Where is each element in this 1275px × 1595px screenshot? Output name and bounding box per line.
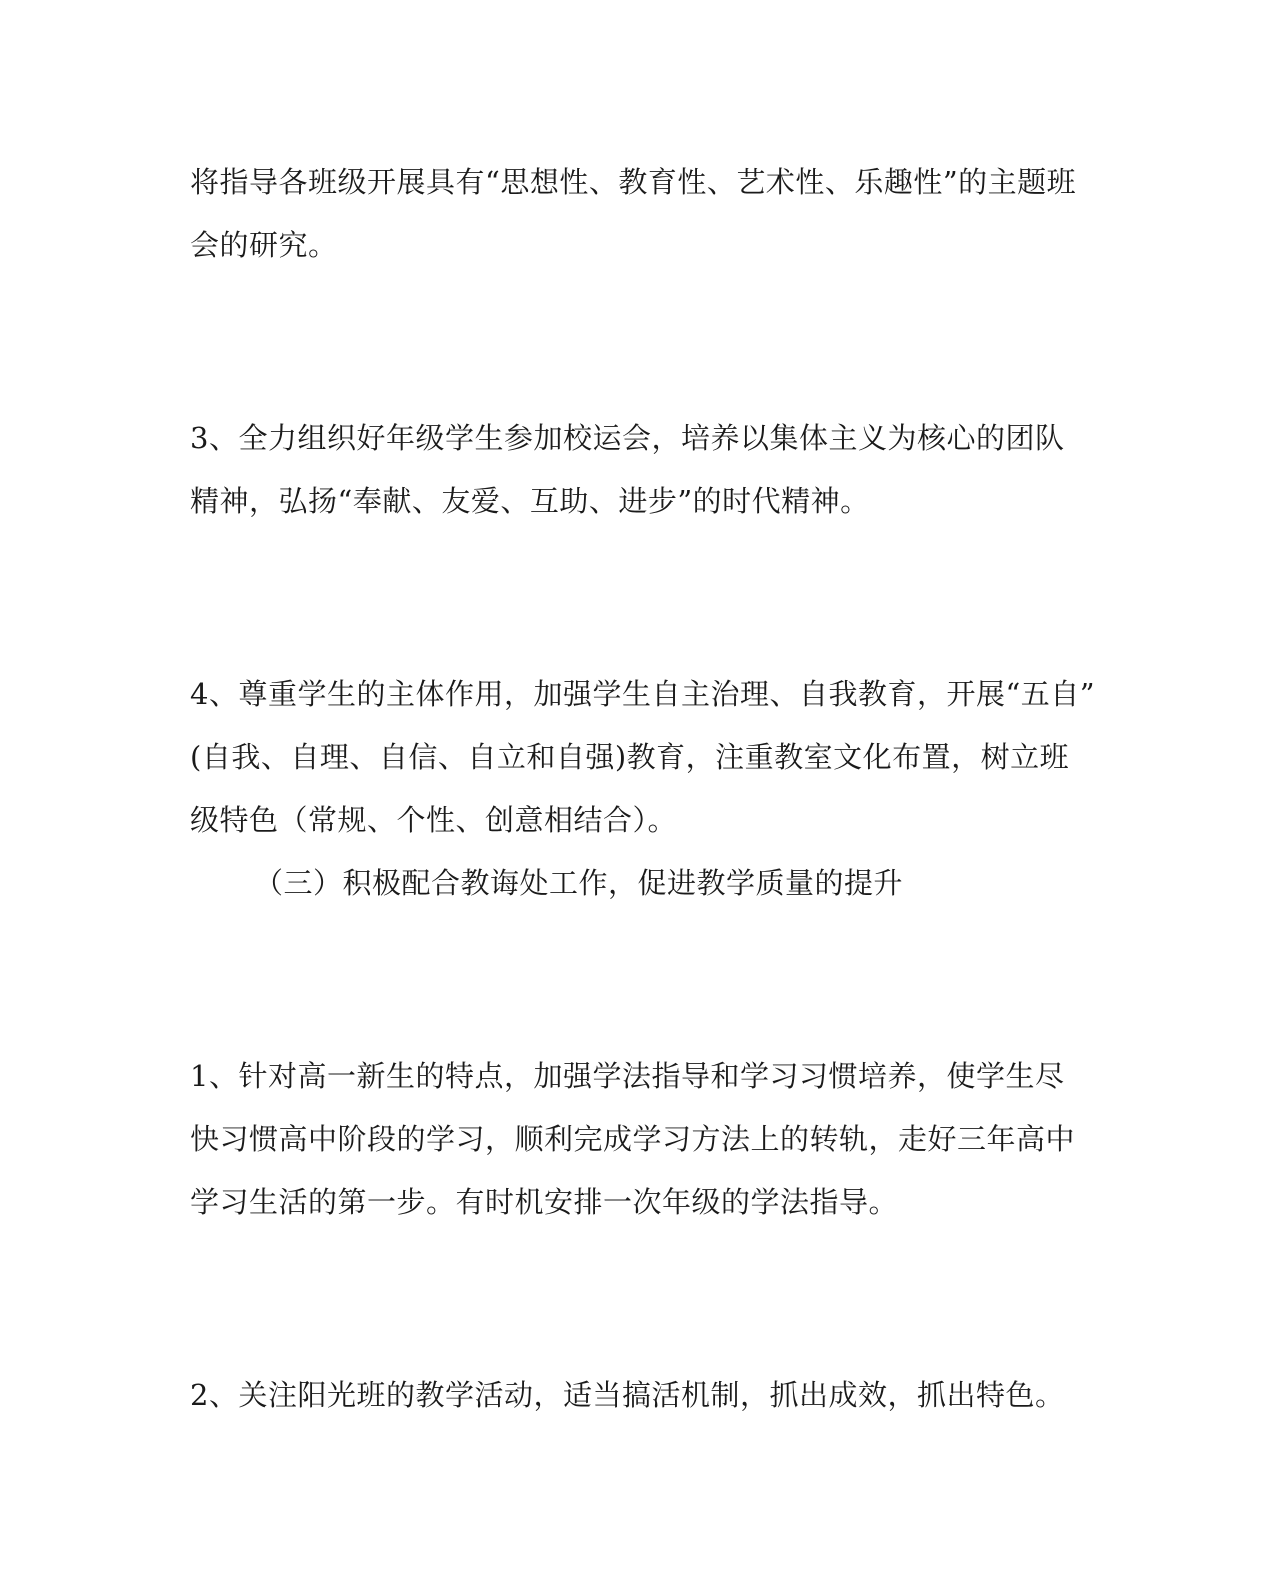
paragraph-line: 1、针对高一新生的特点，加强学法指导和学习习惯培养，使学生尽 <box>190 1059 1065 1093</box>
paragraph-line: 将指导各班级开展具有“思想性、教育性、艺术性、乐趣性”的主题班 <box>190 165 1077 199</box>
paragraph-line: 2、关注阳光班的教学活动，适当搞活机制，抓出成效，抓出特色。 <box>190 1378 1065 1412</box>
paragraph-line: 快习惯高中阶段的学习，顺利完成学习方法上的转轨，走好三年高中 <box>190 1122 1076 1156</box>
paragraph-line: (自我、自理、自信、自立和自强)教育，注重教室文化布置，树立班 <box>190 740 1070 774</box>
paragraph-line: 4、尊重学生的主体作用，加强学生自主治理、自我教育，开展“五自” <box>190 677 1096 711</box>
section-heading: （三）积极配合教诲处工作，促进教学质量的提升 <box>254 866 904 900</box>
paragraph-line: 3、全力组织好年级学生参加校运会，培养以集体主义为核心的团队 <box>190 421 1065 455</box>
paragraph-line: 学习生活的第一步。有时机安排一次年级的学法指导。 <box>190 1185 899 1219</box>
paragraph-line: 会的研究。 <box>190 228 338 262</box>
paragraph-line: 精神，弘扬“奉献、友爱、互助、进步”的时代精神。 <box>190 484 870 518</box>
paragraph-line: 级特色（常规、个性、创意相结合）。 <box>190 803 678 837</box>
